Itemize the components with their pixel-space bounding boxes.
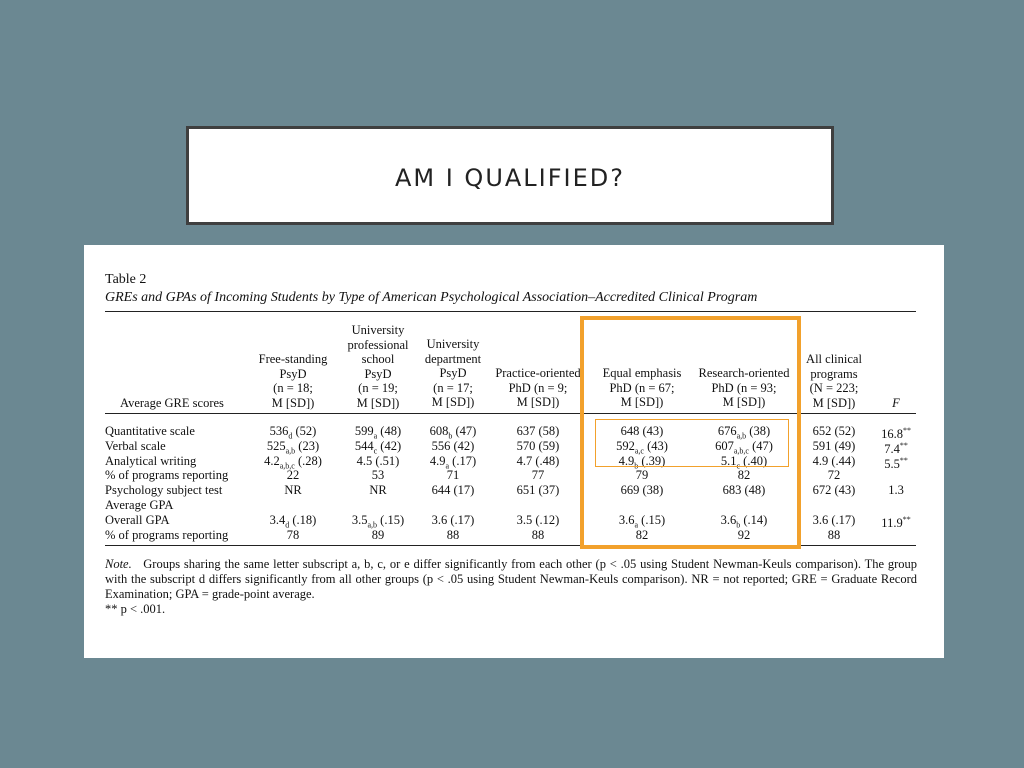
table-cell: 7.4**	[884, 441, 908, 457]
footnote: ** p < .001.	[105, 602, 166, 616]
table-cell: 72	[827, 468, 841, 482]
table-cell: 5.5**	[884, 456, 908, 472]
row-header: Average GRE scores	[120, 396, 224, 410]
table-cell: 82	[737, 468, 751, 482]
table-cell: NR	[284, 483, 302, 497]
table-cell: 82	[635, 528, 649, 542]
table-cell: $525_{a,b}$ (23)	[266, 439, 320, 456]
table-cell: 79	[635, 468, 649, 482]
table-cell: $4.2_{a,b,c}$ (.28)	[264, 454, 322, 471]
table-subtitle: GREs and GPAs of Incoming Students by Type of American Psychological Association–Accredited Clinical Program	[105, 290, 758, 305]
table-cell: $3.6_b$ (.14)	[720, 513, 768, 530]
note-paragraph	[105, 557, 917, 602]
table-cell: 644 (17)	[431, 483, 475, 497]
row-label: Psychology subject test	[105, 483, 223, 497]
table-cell: 652 (52)	[812, 424, 856, 438]
table-cell: 648 (43)	[620, 424, 664, 438]
table-cell: 3.6 (.17)	[431, 513, 475, 527]
row-label: Verbal scale	[105, 439, 166, 453]
row-label: Average GPA	[105, 498, 174, 512]
table-cell: $544_c$ (42)	[354, 439, 402, 456]
table-cell: 88	[531, 528, 545, 542]
highlight-box-phd-scores	[595, 419, 789, 467]
col-header-univ-professional: University professional school PsyD (n = 19; M [SD])	[347, 323, 409, 410]
table-cell: $536_d$ (52)	[269, 424, 317, 441]
table-cell: 556 (42)	[431, 439, 475, 453]
row-label: Analytical writing	[105, 454, 197, 468]
table-cell: NR	[369, 483, 387, 497]
table-cell: $607_{a,b,c}$ (47)	[715, 439, 773, 456]
table-cell: $4.9_a$ (.17)	[429, 454, 477, 471]
table-cell: 78	[286, 528, 300, 542]
col-header-all-clinical: All clinical programs (N = 223; M [SD])	[806, 352, 862, 410]
table-cell: 89	[371, 528, 385, 542]
table-cell: $3.5_{a,b}$ (.15)	[351, 513, 405, 530]
table-cell: 637 (58)	[516, 424, 560, 438]
table-cell: 4.7 (.48)	[516, 454, 560, 468]
table-note	[105, 557, 917, 617]
table-cell: $592_{a,c}$ (43)	[616, 439, 668, 456]
table-cell: 651 (37)	[516, 483, 560, 497]
table-cell: 92	[737, 528, 751, 542]
table-cell: 683 (48)	[722, 483, 766, 497]
table-cell: 4.9 (.44)	[812, 454, 856, 468]
note-label: Note.	[105, 557, 132, 571]
table-cell: $3.6_a$ (.15)	[618, 513, 666, 530]
table-cell: 3.6 (.17)	[812, 513, 856, 527]
slide-title: AM I QUALIFIED?	[394, 163, 626, 192]
table-cell: 672 (43)	[812, 483, 856, 497]
table-cell: 1.3	[888, 483, 904, 497]
table-cell: $3.4_d$ (.18)	[269, 513, 317, 530]
table-cell: $676_{a,b}$ (38)	[717, 424, 771, 441]
col-header-univ-department: University department PsyD (n = 17; M [SD])	[424, 337, 482, 409]
table-image	[84, 245, 944, 658]
col-header-f: F	[892, 396, 900, 410]
table-cell: 22	[286, 468, 300, 482]
table-cell: 53	[371, 468, 385, 482]
table-cell: $5.1_c$ (.40)	[720, 454, 768, 471]
table-cell: 4.5 (.51)	[356, 454, 400, 468]
table-cell: 11.9**	[881, 515, 911, 531]
table-cell: 16.8**	[881, 426, 911, 442]
row-label: % of programs reporting	[105, 468, 229, 482]
slide-title-box	[186, 126, 834, 225]
table-caption: Table 2	[105, 272, 147, 287]
table-cell: 591 (49)	[812, 439, 856, 453]
table-cell: 669 (38)	[620, 483, 664, 497]
col-header-free-standing: Free-standing PsyD (n = 18; M [SD])	[258, 352, 328, 410]
col-header-practice-oriented: Practice-oriented PhD (n = 9; M [SD])	[495, 366, 581, 409]
table-cell: 570 (59)	[516, 439, 560, 453]
table-cell: $599_a$ (48)	[354, 424, 402, 441]
col-header-equal-emphasis: Equal emphasis PhD (n = 67; M [SD])	[602, 366, 682, 409]
note-text: Groups sharing the same letter subscript a, b, c, or e differ significantly from each other (p < .05 using Student Newman-Keuls comparison). The group with the subscript d differs significantly from all other groups (p < .05 using Student Newman-Keuls comparison). NR = not reported; GRE = Graduate Record Examination; GPA = grade-point average.	[105, 557, 918, 601]
table-cell: $608_b$ (47)	[429, 424, 477, 441]
row-label: Overall GPA	[105, 513, 170, 527]
table-cell: 77	[531, 468, 545, 482]
table-cell: 71	[446, 468, 460, 482]
table-cell: 88	[446, 528, 460, 542]
table-cell: 88	[827, 528, 841, 542]
row-label: Quantitative scale	[105, 424, 195, 438]
col-header-research-oriented: Research-oriented PhD (n = 93; M [SD])	[698, 366, 790, 409]
table-cell: 3.5 (.12)	[516, 513, 560, 527]
top-rule	[105, 311, 916, 312]
table-cell: $4.9_b$ (.39)	[618, 454, 666, 471]
row-label: % of programs reporting	[105, 528, 229, 542]
